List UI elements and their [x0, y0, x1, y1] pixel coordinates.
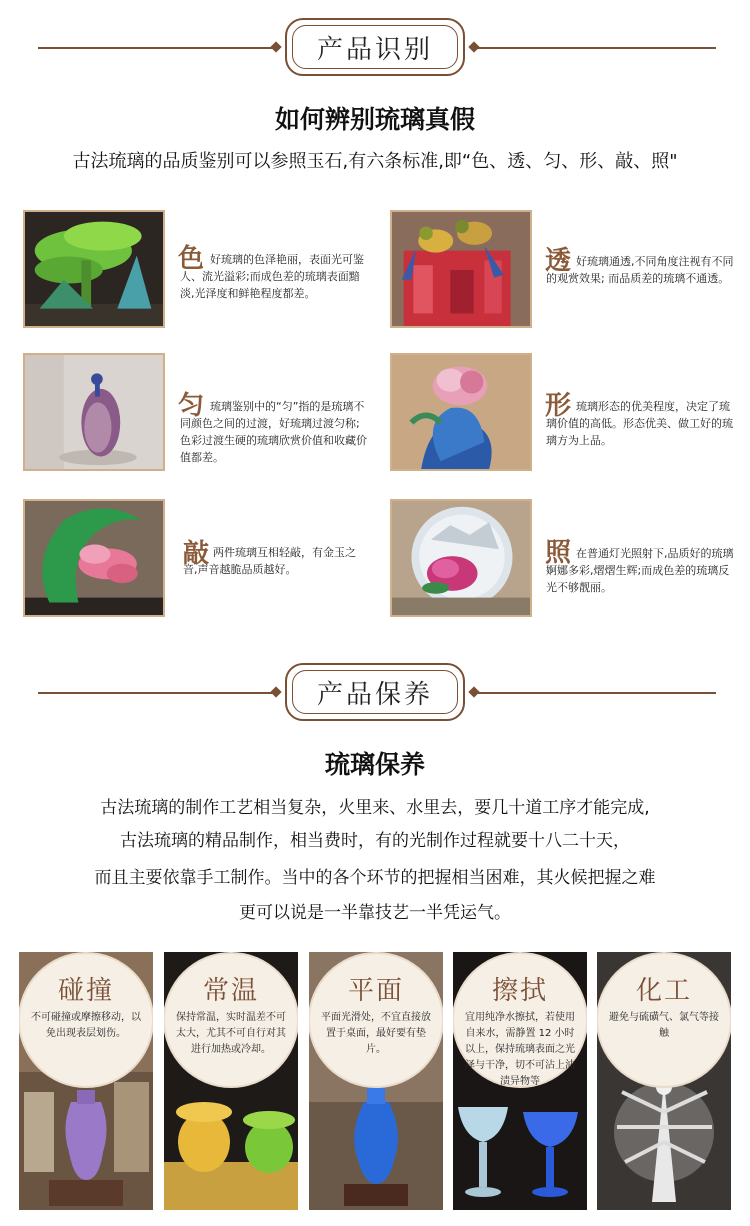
care-text-line: 而且主要依靠手工制作。当中的各个环节的把握相当困难，其火候把握之难: [94, 868, 656, 888]
card-desc: 保持常温，实时温差不可太大，尤其不可自行对其进行加热或冷却。: [176, 1012, 286, 1055]
feature-char-even: 匀: [178, 391, 205, 421]
care-card-chemical: [597, 952, 731, 1210]
care-card-surface: [309, 952, 443, 1210]
badge-text: 产品保养: [316, 679, 433, 710]
card-title: 擦拭: [491, 976, 548, 1006]
header-line-right: [476, 692, 716, 694]
care-text-line: 古法琉璃的精品制作，相当费时，有的光制作过程就要十八二十天，: [120, 831, 630, 851]
feature-char-shape: 形: [545, 391, 572, 421]
card-title: 常温: [202, 976, 259, 1006]
feature-desc-shine: 在普通灯光照射下,品质好的琉璃婀娜多彩,熠熠生辉;而成色差的琉璃反光不够靓丽。: [546, 547, 734, 594]
care-text-line: 古法琉璃的制作工艺相当复杂，火里来、水里去，要几十道工序才能完成,: [100, 798, 650, 818]
section-badge: [285, 663, 465, 721]
feature-char-clarity: 透: [545, 246, 572, 276]
header-dot-left: [270, 41, 281, 52]
feature-desc-knock: 两件琉璃互相轻敲，有金玉之音,声音越脆品质越好。: [183, 546, 356, 576]
card-title: 碰撞: [57, 976, 114, 1006]
card-title: 化工: [635, 976, 692, 1006]
card-desc: 平面光滑处，不宜直接放置于桌面，最好要有垫片。: [321, 1012, 431, 1055]
feature-char-knock: 敲: [183, 539, 210, 569]
card-title: 平面: [347, 976, 404, 1006]
section-header-care: [0, 663, 750, 723]
feature-char-shine: 照: [545, 538, 572, 568]
care-card-collision: [19, 952, 153, 1210]
feature-image-shine: [390, 499, 532, 617]
section-header-identify: [0, 18, 750, 78]
intro-text: 古法琉璃的品质鉴别可以参照玉石,有六条标准,即“色、透、匀、形、敲、照": [72, 151, 678, 172]
feature-desc-shape: 琉璃形态的优美程度，决定了琉璃价值的高低。形态优美、做工好的琉璃方为上品。: [546, 400, 733, 447]
feature-char-color: 色: [178, 244, 205, 274]
care-title: 琉璃保养: [324, 750, 425, 779]
feature-desc-clarity: 好琉璃通透,不同角度注视有不同的观赏效果; 而品质差的琉璃不通透。: [546, 255, 734, 285]
section-badge: [285, 18, 465, 76]
feature-image-shape: [390, 353, 532, 471]
care-card-wipe: [453, 952, 587, 1210]
care-text-line: 更可以说是一半靠技艺一半凭运气。: [239, 903, 511, 923]
feature-image-knock: [23, 499, 165, 617]
feature-desc-color: 好琉璃的色泽艳丽，表面光可鉴人、流光溢彩;而成色差的琉璃表面黯淡,光泽度和鲜艳程度都差。: [180, 253, 364, 300]
header-line-left: [38, 47, 278, 49]
feature-image-even: [23, 353, 165, 471]
feature-image-clarity: [390, 210, 532, 328]
header-dot-left: [270, 686, 281, 697]
header-line-left: [38, 692, 278, 694]
feature-desc-even: 琉璃鉴别中的“匀”指的是琉璃不同颜色之间的过渡，好琉璃过渡匀称;色彩过渡生硬的琉璃欣赏价值和收藏价值都差。: [180, 400, 367, 464]
badge-text: 产品识别: [316, 34, 433, 65]
card-desc: 宜用纯净水擦拭，若使用自来水，需静置 12 小时以上，保持琉璃表面之光泽与干净，切不可沾上油渍异物等: [465, 1012, 575, 1087]
page-title: 如何辨别琉璃真假: [274, 105, 475, 134]
care-card-temperature: [164, 952, 298, 1210]
card-desc: 不可碰撞或摩擦移动，以免出现表层划伤。: [31, 1012, 141, 1039]
feature-image-color: [23, 210, 165, 328]
card-desc: 避免与硫磺气、氯气等接触: [609, 1012, 719, 1039]
header-line-right: [476, 47, 716, 49]
